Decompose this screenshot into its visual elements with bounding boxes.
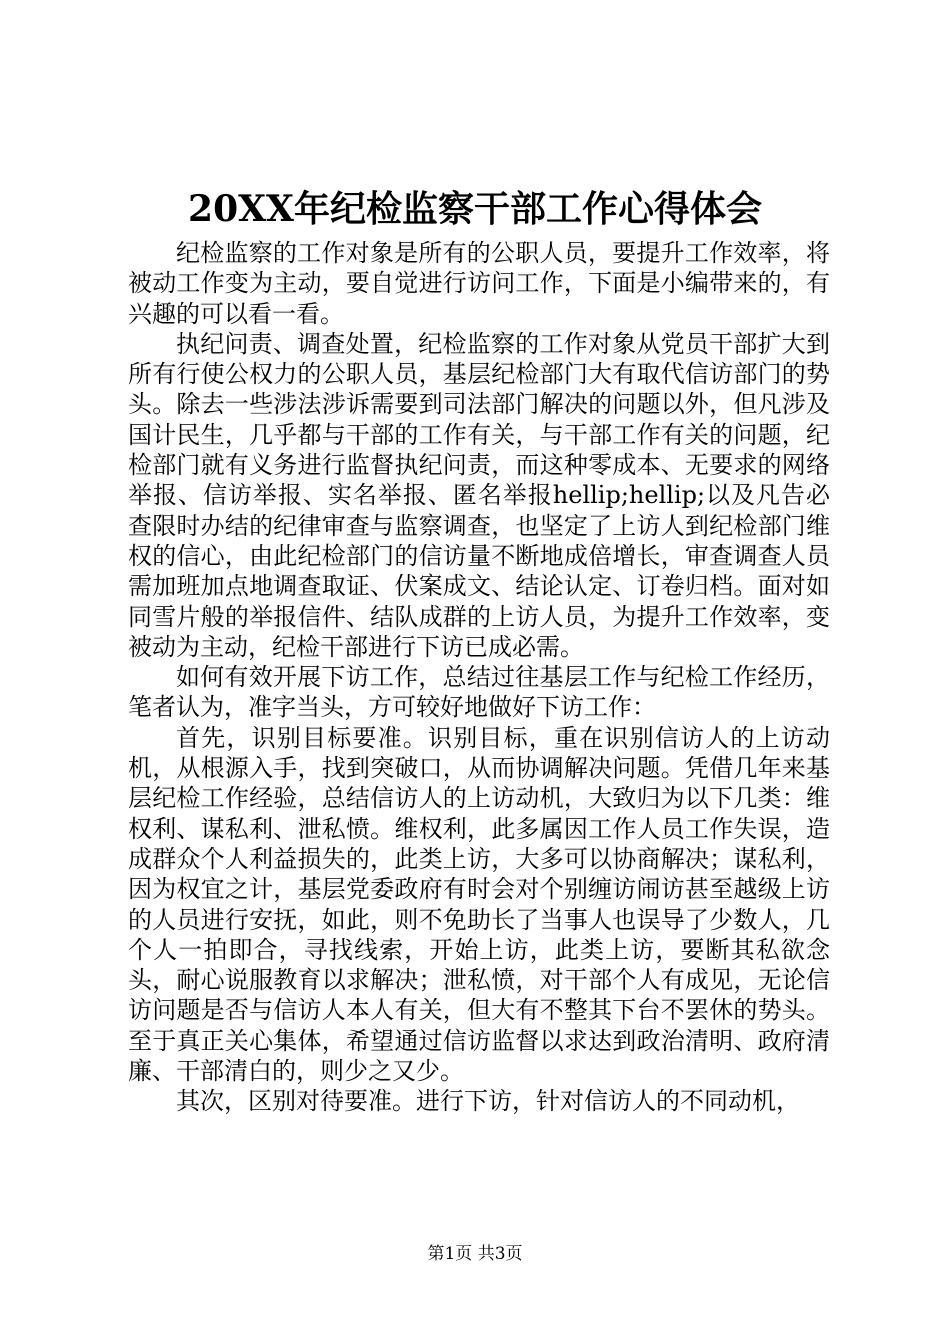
paragraph-first-point: 首先，识别目标要准。识别目标，重在识别信访人的上访动机，从根源入手，找到突破口，从而协调解决问题。凭借几年来基层纪检工作经验，总结信访人的上访动机，大致归为以下几类：维权利、谋私利、泄私愤。维权利，此多属因工作人员工作失误，造成群众个人利益损失的，此类上访，大多可以协商解决；谋私利，因为权宜之计，基层党委政府有时会对个别缠访闹访甚至越级上访的人员进行安抚，如此，则不免助长了当事人也误导了少数人，几个人一拍即合，寻找线索，开始上访，此类上访，要断其私欲念头，耐心说服教育以求解决；泄私愤，对干部个人有成见，无论信访问题是否与信访人本人有关，但大有不整其下台不罢休的势头。至于真正关心集体，希望通过信访监督以求达到政治清明、政府清廉、干部清白的，则少之又少。	[128, 723, 830, 1086]
document-body	[128, 238, 830, 1117]
paragraph-second-point: 其次，区别对待要准。进行下访，针对信访人的不同动机，	[176, 1087, 800, 1116]
document-title: 20XX年纪检监察干部工作心得体会	[188, 188, 762, 230]
paragraph-approach: 如何有效开展下访工作，总结过往基层工作与纪检工作经历，笔者认为，准字当头，方可较好地做好下访工作：	[128, 663, 830, 722]
paragraph-background: 执纪问责、调查处置，纪检监察的工作对象从党员干部扩大到所有行使公权力的公职人员，基层纪检部门大有取代信访部门的势头。除去一些涉法涉诉需要到司法部门解决的问题以外，但凡涉及国计民生，几乎都与干部的工作有关，与干部工作有关的问题，纪检部门就有义务进行监督执纪问责，而这种零成本、无要求的网络举报、信访举报、实名举报、匿名举报hellip;hellip;以及凡告必查限时办结的纪律审查与监察调查，也坚定了上访人到纪检部门维权的信心，由此纪检部门的信访量不断地成倍增长，审查调查人员需加班加点地调查取证、伏案成文、结论认定、订卷归档。面对如同雪片般的举报信件、结队成群的上访人员，为提升工作效率，变被动为主动，纪检干部进行下访已成必需。	[128, 329, 830, 661]
paragraph-intro: 纪检监察的工作对象是所有的公职人员，要提升工作效率，将被动工作变为主动，要自觉进行访问工作，下面是小编带来的，有兴趣的可以看一看。	[128, 239, 830, 328]
page-footer: 第1页 共3页	[427, 1244, 523, 1264]
